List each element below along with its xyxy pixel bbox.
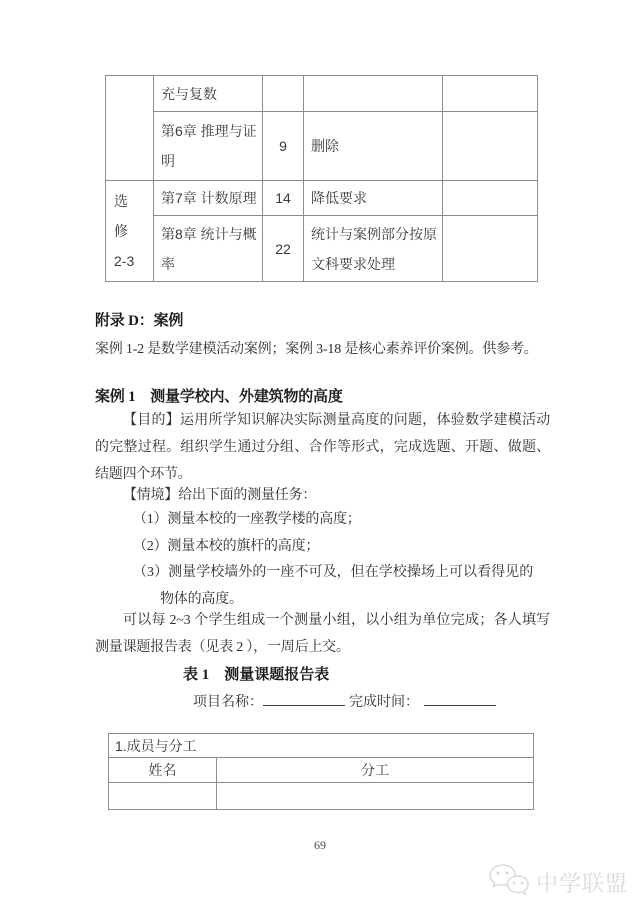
hours-cell: 14	[263, 181, 304, 216]
task-item: （1）测量本校的一座教学楼的高度；	[133, 512, 361, 527]
watermark-text: 中学联盟	[536, 871, 629, 896]
blank-cell	[443, 216, 538, 282]
watermark	[487, 862, 628, 903]
note-cell: 删除	[304, 112, 443, 181]
chapter-cell: 第8章 统计与概率	[154, 216, 263, 282]
hours-cell	[263, 76, 304, 112]
blank-cell	[443, 112, 538, 181]
project-name-label: 项目名称：	[193, 695, 263, 710]
hours-cell: 9	[263, 112, 304, 181]
section-title-cell: 1.成员与分工	[109, 734, 534, 758]
project-name-blank	[263, 691, 345, 706]
completion-time-label: 完成时间：	[349, 695, 419, 710]
blank-cell	[443, 181, 538, 216]
group-cell-elective	[106, 181, 154, 282]
note-cell: 降低要求	[304, 181, 443, 216]
wechat-icon	[487, 862, 531, 903]
name-empty-cell	[109, 783, 217, 810]
report-table-fill-line	[193, 691, 496, 711]
case1-note: 可以每 2~3 个学生组成一个测量小组，以小组为单位完成；各人填写测量课题报告表（见表 2 ），一周后上交。	[95, 613, 550, 655]
appendix-intro: 案例 1-2 是数学建模活动案例；案例 3-18 是核心素养评价案例。供参考。	[95, 342, 538, 357]
note-cell	[304, 76, 443, 112]
case1-situation: 【情境】给出下面的测量任务：	[123, 488, 317, 503]
chapter-cell: 第6章 推理与证明	[154, 112, 263, 181]
curriculum-table	[105, 75, 538, 282]
task-item: （2）测量本校的旗杆的高度；	[133, 538, 320, 554]
chapter-cell: 第7章 计数原理	[154, 181, 263, 216]
appendix-heading: 附录 D：案例	[95, 313, 184, 329]
note-cell: 统计与案例部分按原文科要求处理	[304, 216, 443, 282]
report-table-caption: 表 1 测量课题报告表	[183, 667, 330, 683]
completion-time-blank	[424, 691, 496, 706]
case1-heading: 案例 1 测量学校内、外建筑物的高度	[95, 389, 343, 405]
case1-purpose: 【目的】运用所学知识解决实际测量高度的问题，体验数学建模活动的完整过程。组织学生通过分组、合作等形式，完成选题、开题、做题、结题四个环节。	[95, 413, 550, 482]
task-item: （3）测量学校墙外的一座不可及，但在学校操场上可以看得见的物体的高度。	[133, 565, 533, 607]
table-row	[109, 758, 534, 783]
table-row	[106, 76, 538, 112]
division-empty-cell	[217, 783, 534, 810]
table-row	[109, 783, 534, 810]
table-row	[106, 181, 538, 216]
group-cell-empty	[106, 76, 154, 181]
table-row	[106, 112, 538, 181]
division-header-cell: 分工	[217, 758, 534, 783]
page-number: 69	[314, 838, 326, 852]
chapter-cell: 充与复数	[154, 76, 263, 112]
task-list	[133, 507, 533, 613]
hours-cell: 22	[263, 216, 304, 282]
table-row	[109, 734, 534, 758]
name-header-cell: 姓名	[109, 758, 217, 783]
group-label-line1: 选 修	[114, 193, 142, 239]
blank-cell	[443, 76, 538, 112]
report-table	[108, 733, 534, 810]
group-label-line2: 2-3	[114, 253, 135, 269]
table-row	[106, 216, 538, 282]
